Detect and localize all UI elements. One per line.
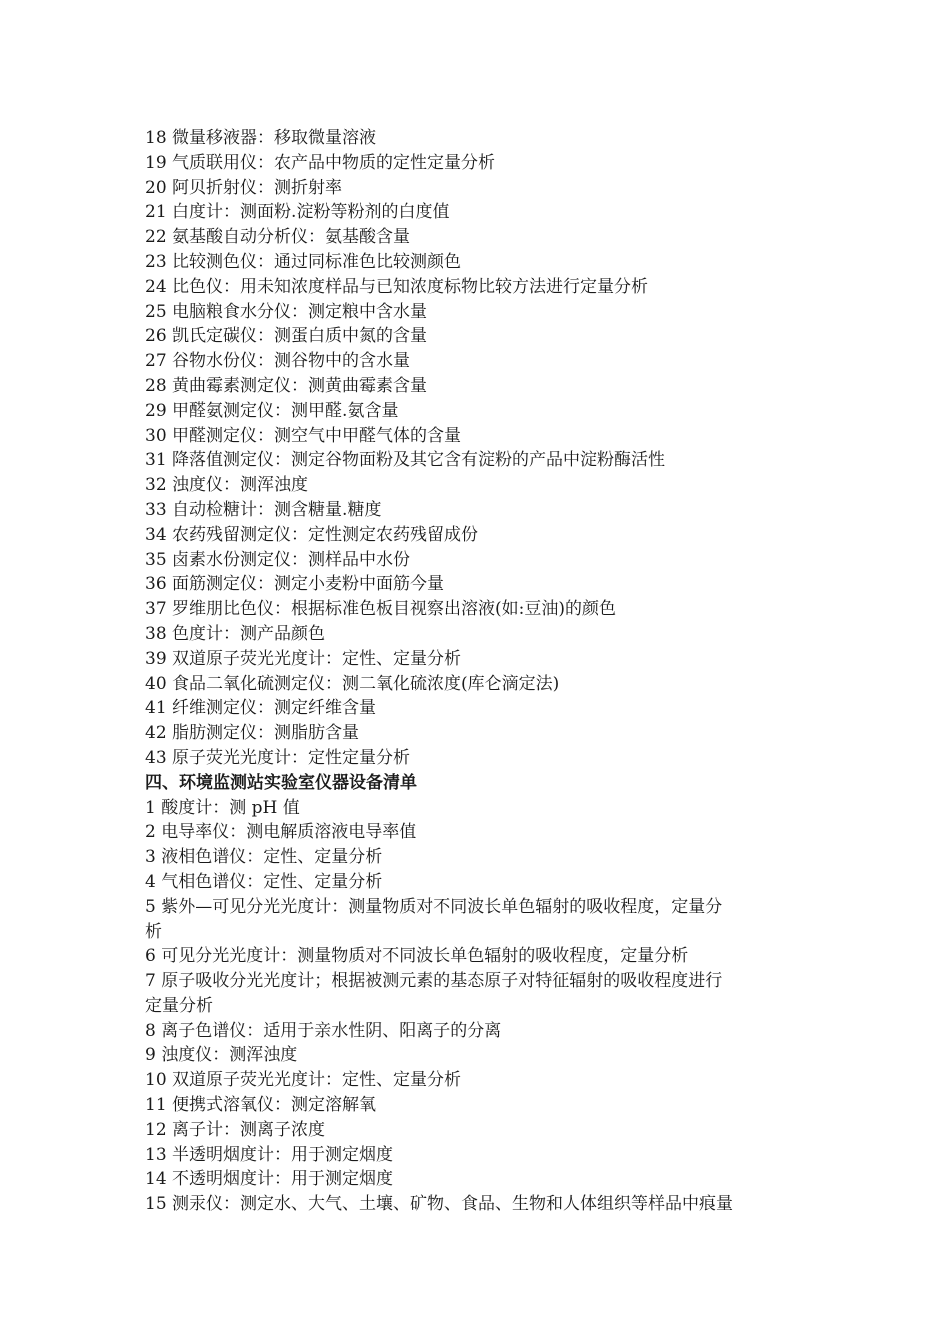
list-item: 36 面筋测定仪：测定小麦粉中面筋今量 bbox=[145, 574, 445, 595]
list-item: 33 自动检糖计：测含糖量.糖度 bbox=[145, 499, 382, 520]
list-item: 32 浊度仪：测浑浊度 bbox=[145, 475, 309, 496]
list-item: 25 电脑粮食水分仪：测定粮中含水量 bbox=[145, 301, 428, 322]
list-item: 18 微量移液器：移取微量溶液 bbox=[145, 128, 377, 148]
instrument-list-part-a bbox=[145, 126, 810, 771]
list-item: 10 双道原子荧光光度计：定性、定量分析 bbox=[145, 1070, 462, 1091]
list-item: 19 气质联用仪：农产品中物质的定性定量分析 bbox=[145, 152, 496, 173]
list-item: 31 降落值测定仪：测定谷物面粉及其它含有淀粉的产品中淀粉酶活性 bbox=[145, 450, 666, 471]
list-item: 24 比色仪：用未知浓度样品与已知浓度标物比较方法进行定量分析 bbox=[145, 276, 649, 297]
list-item: 26 凯氏定碳仪：测蛋白质中氮的含量 bbox=[145, 326, 428, 347]
list-item: 15 测汞仪：测定水、大气、土壤、矿物、食品、生物和人体组织等样品中痕量 bbox=[145, 1194, 734, 1215]
list-item: 23 比较测色仪：通过同标准色比较测颜色 bbox=[145, 251, 462, 272]
list-item: 43 原子荧光光度计：定性定量分析 bbox=[145, 747, 411, 768]
list-item: 39 双道原子荧光光度计：定性、定量分析 bbox=[145, 648, 462, 669]
list-item: 41 纤维测定仪：测定纤维含量 bbox=[145, 698, 377, 719]
list-item: 20 阿贝折射仪：测折射率 bbox=[145, 177, 343, 198]
section-heading: 四、环境监测站实验室仪器设备清单 bbox=[145, 772, 417, 793]
list-item: 4 气相色谱仪：定性、定量分析 bbox=[145, 871, 383, 892]
list-item: 9 浊度仪：测浑浊度 bbox=[145, 1045, 298, 1066]
list-item: 1 酸度计：测 pH 值 bbox=[145, 797, 300, 818]
list-item: 7 原子吸收分光光度计；根据被测元素的基态原子对特征辐射的吸收程度进行 bbox=[145, 971, 723, 992]
list-item: 12 离子计：测离子浓度 bbox=[145, 1119, 326, 1140]
list-item: 34 农药残留测定仪：定性测定农药残留成份 bbox=[145, 524, 479, 545]
list-item: 13 半透明烟度计：用于测定烟度 bbox=[145, 1144, 394, 1165]
instrument-list-part-b bbox=[145, 796, 810, 1218]
list-item: 6 可见分光光度计：测量物质对不同波长单色辐射的吸收程度，定量分析 bbox=[145, 946, 689, 967]
list-item: 14 不透明烟度计：用于测定烟度 bbox=[145, 1169, 394, 1190]
list-item-continuation: 析 bbox=[145, 921, 162, 942]
list-item: 37 罗维朋比色仪：根据标准色板目视察出溶液(如:豆油)的颜色 bbox=[145, 599, 617, 620]
list-item: 40 食品二氧化硫测定仪：测二氧化硫浓度(库仑滴定法) bbox=[145, 673, 560, 694]
document-body bbox=[145, 126, 810, 1217]
list-item: 28 黄曲霉素测定仪：测黄曲霉素含量 bbox=[145, 375, 428, 396]
list-item: 22 氨基酸自动分析仪：氨基酸含量 bbox=[145, 227, 411, 248]
list-item: 21 白度计：测面粉.淀粉等粉剂的白度值 bbox=[145, 202, 450, 223]
list-item: 2 电导率仪：测电解质溶液电导率值 bbox=[145, 822, 417, 843]
list-item: 35 卤素水份测定仪：测样品中水份 bbox=[145, 549, 411, 570]
list-item: 42 脂肪测定仪：测脂肪含量 bbox=[145, 723, 360, 744]
list-item: 38 色度计：测产品颜色 bbox=[145, 623, 326, 644]
list-item: 5 紫外—可见分光光度计：测量物质对不同波长单色辐射的吸收程度，定量分 bbox=[145, 896, 723, 917]
list-item: 27 谷物水份仪：测谷物中的含水量 bbox=[145, 351, 411, 372]
list-item: 3 液相色谱仪：定性、定量分析 bbox=[145, 847, 383, 868]
list-item: 29 甲醛氨测定仪：测甲醛.氨含量 bbox=[145, 400, 399, 421]
list-item-continuation: 定量分析 bbox=[145, 995, 213, 1016]
list-item: 8 离子色谱仪：适用于亲水性阴、阳离子的分离 bbox=[145, 1020, 502, 1041]
list-item: 30 甲醛测定仪：测空气中甲醛气体的含量 bbox=[145, 425, 462, 446]
list-item: 11 便携式溶氧仪：测定溶解氧 bbox=[145, 1095, 377, 1116]
